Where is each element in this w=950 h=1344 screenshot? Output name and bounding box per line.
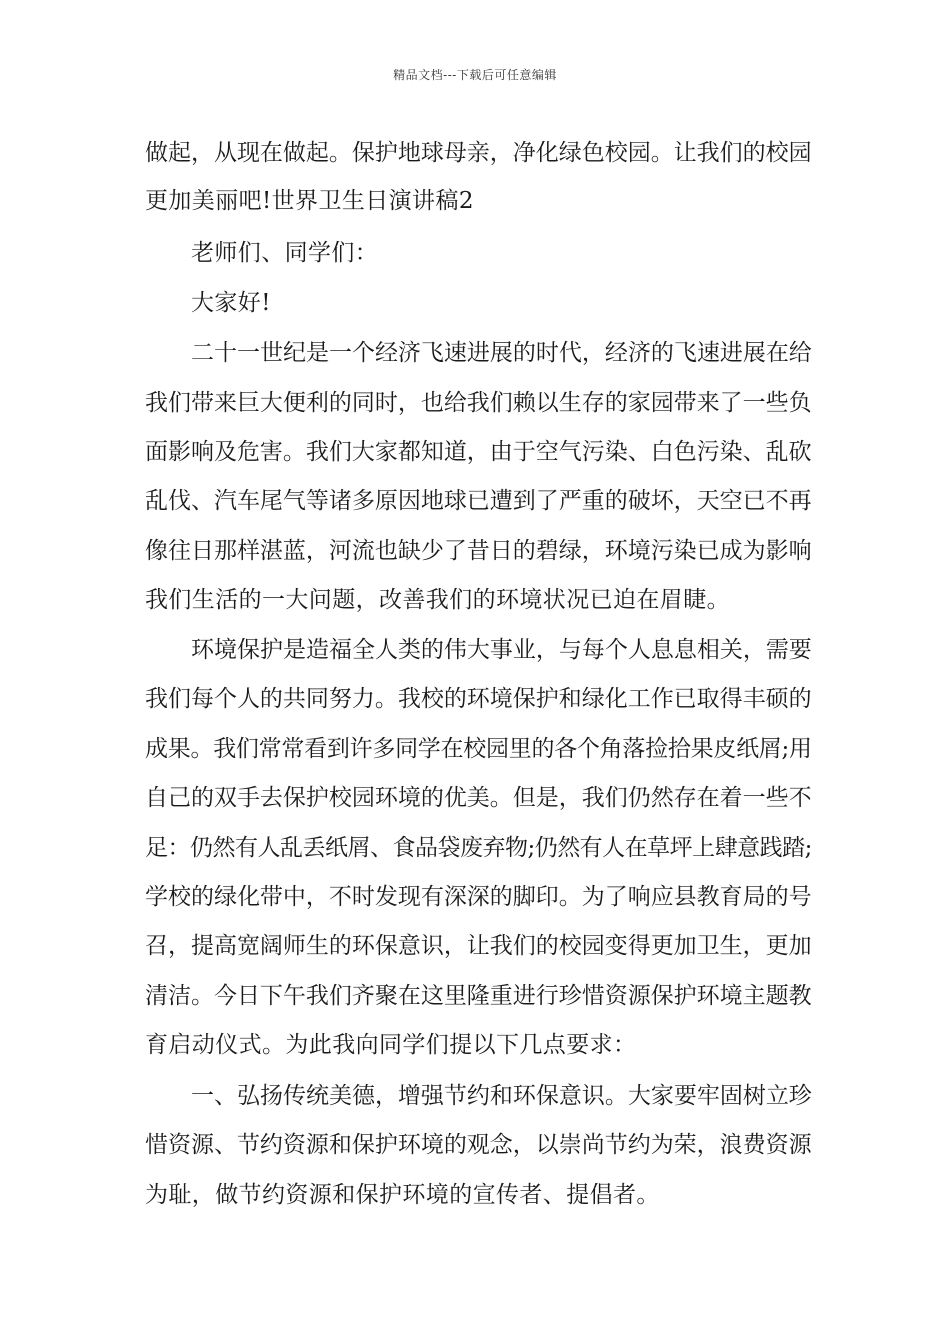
text-line: 大家好! xyxy=(191,290,271,316)
page-header: 精品文档---下载后可任意编辑 xyxy=(393,68,557,82)
text-line: 育启动仪式。为此我向同学们提以下几点要求： xyxy=(145,1032,637,1058)
text-line: 老师们、同学们： xyxy=(191,240,379,266)
text-line: 召，提高宽阔师生的环保意识，让我们的校园变得更加卫生，更加 xyxy=(145,933,812,959)
text-line: 做起，从现在做起。保护地球母亲，净化绿色校园。让我们的校园 xyxy=(145,140,812,166)
text-line: 我们生活的一大问题，改善我们的环境状况已迫在眉睫。 xyxy=(145,587,730,613)
text-line: 面影响及危害。我们大家都知道，由于空气污染、白色污染、乱砍 xyxy=(145,439,812,465)
text-line: 乱伐、汽车尾气等诸多原因地球已遭到了严重的破坏，天空已不再 xyxy=(145,488,812,514)
text-line: 我们每个人的共同努力。我校的环境保护和绿化工作已取得丰硕的 xyxy=(145,686,812,712)
text-line: 自己的双手去保护校园环境的优美。但是，我们仍然存在着一些不 xyxy=(145,785,812,811)
text-line: 学校的绿化带中，不时发现有深深的脚印。为了响应县教育局的号 xyxy=(145,884,812,910)
text-line: 一、弘扬传统美德，增强节约和环保意识。大家要牢固树立珍 xyxy=(191,1083,812,1109)
text-line: 二十一世纪是一个经济飞速进展的时代，经济的飞速进展在给 xyxy=(191,340,812,366)
text-line: 足：仍然有人乱丢纸屑、食品袋废弃物;仍然有人在草坪上肆意践踏; xyxy=(145,835,812,861)
text-line: 环境保护是造福全人类的伟大事业，与每个人息息相关，需要 xyxy=(191,637,812,663)
text-line: 像往日那样湛蓝，河流也缺少了昔日的碧绿，环境污染已成为影响 xyxy=(145,538,812,564)
text-line: 更加美丽吧!世界卫生日演讲稿2 xyxy=(145,188,474,214)
text-line: 清洁。今日下午我们齐聚在这里隆重进行珍惜资源保护环境主题教 xyxy=(145,983,812,1009)
text-line: 成果。我们常常看到许多同学在校园里的各个角落捡拾果皮纸屑;用 xyxy=(145,736,812,762)
text-line: 惜资源、节约资源和保护环境的观念，以崇尚节约为荣，浪费资源 xyxy=(145,1132,812,1158)
text-line: 我们带来巨大便利的同时，也给我们赖以生存的家园带来了一些负 xyxy=(145,390,812,416)
text-line: 为耻，做节约资源和保护环境的宣传者、提倡者。 xyxy=(145,1182,660,1208)
